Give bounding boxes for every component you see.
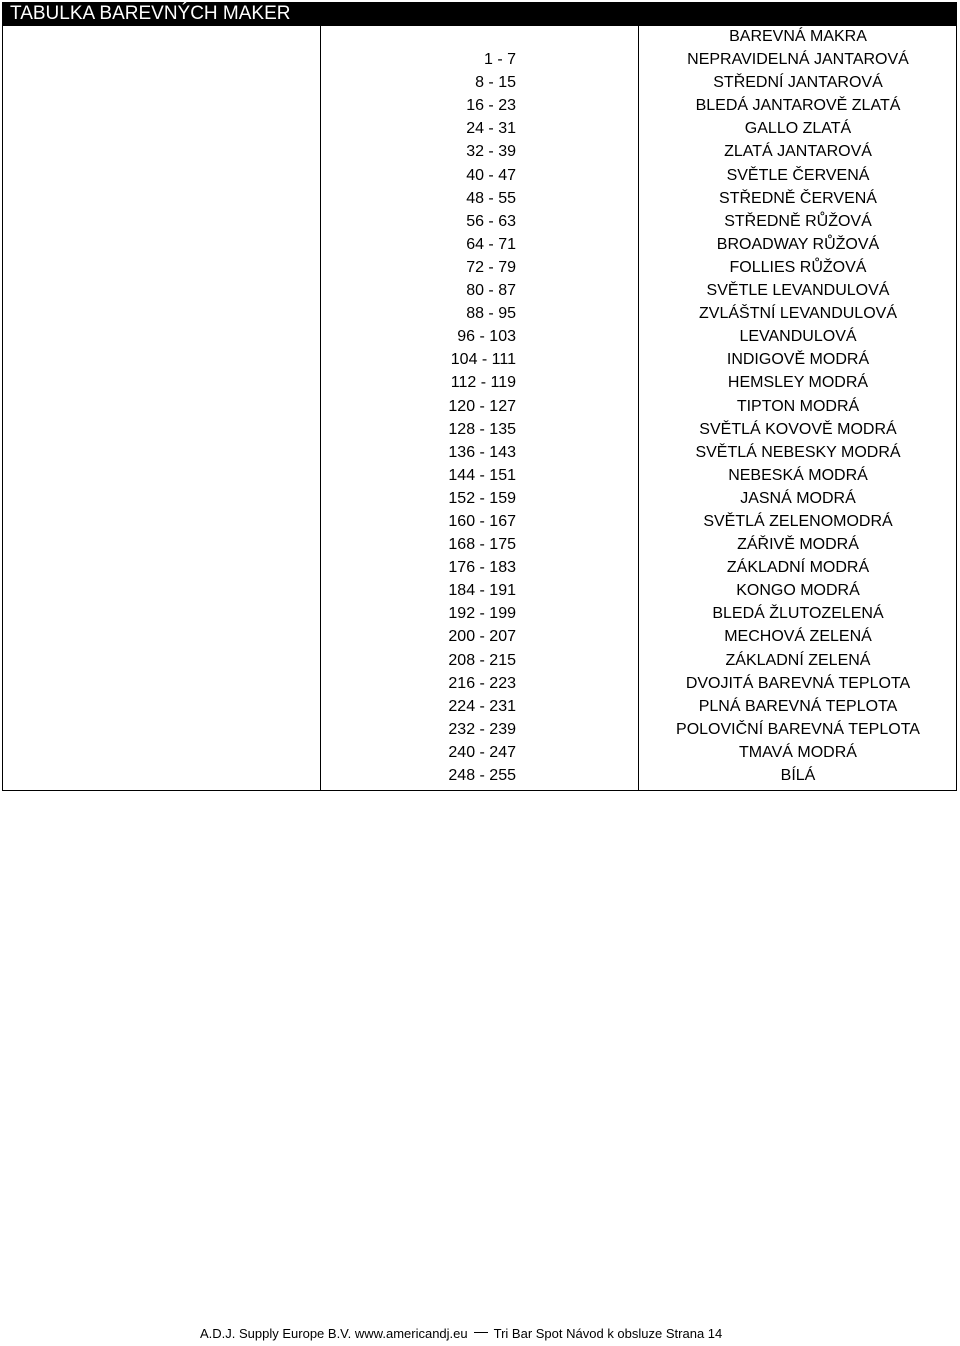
dmx-range-cell: 224 - 231	[448, 697, 516, 715]
dmx-range-cell: 216 - 223	[448, 674, 516, 692]
color-name-cell: INDIGOVĚ MODRÁ	[726, 351, 870, 369]
dmx-range-cell: 136 - 143	[448, 443, 516, 461]
color-name-cell: SVĚTLÁ KOVOVĚ MODRÁ	[699, 420, 897, 438]
color-name-cell: DVOJITÁ BAREVNÁ TEPLOTA	[685, 674, 911, 692]
dmx-range-cell: 88 - 95	[466, 305, 516, 323]
table-row	[0, 348, 960, 371]
dmx-range-cell: 80 - 87	[466, 282, 516, 300]
table-row	[0, 649, 960, 672]
color-name-cell: HEMSLEY MODRÁ	[727, 374, 869, 392]
color-name-cell: POLOVIČNÍ BAREVNÁ TEPLOTA	[676, 720, 920, 738]
table-title-bar	[2, 2, 957, 26]
table-row	[0, 371, 960, 394]
dmx-range-cell: 112 - 119	[450, 374, 516, 392]
dmx-range-cell: 144 - 151	[448, 466, 516, 484]
table-row	[0, 602, 960, 625]
color-name-cell: BLEDÁ ŽLUTOZELENÁ	[712, 605, 884, 623]
table-row	[0, 140, 960, 163]
color-name-cell: FOLLIES RŮŽOVÁ	[729, 258, 867, 276]
color-name-cell: ZLATÁ JANTAROVÁ	[724, 143, 872, 161]
color-name-cell: ZÁŘIVĚ MODRÁ	[737, 536, 859, 554]
color-name-cell: SVĚTLE LEVANDULOVÁ	[706, 282, 890, 300]
dmx-range-cell: 240 - 247	[448, 743, 516, 761]
column-header-color-macros: BAREVNÁ MAKRA	[729, 28, 867, 45]
table-row	[0, 556, 960, 579]
dmx-range-cell: 248 - 255	[448, 767, 516, 784]
footer-company: A.D.J. Supply Europe B.V.	[200, 1326, 352, 1341]
footer-page-number: Strana 14	[665, 1326, 723, 1341]
color-name-cell: SVĚTLÁ ZELENOMODRÁ	[703, 512, 893, 530]
dmx-range-cell: 152 - 159	[448, 489, 516, 507]
color-name-cell: STŘEDNÍ JANTAROVÁ	[713, 74, 883, 92]
table-row	[0, 279, 960, 302]
dmx-range-cell: 120 - 127	[448, 397, 516, 415]
color-name-cell: STŘEDNĚ ČERVENÁ	[719, 189, 877, 207]
color-name-cell: GALLO ZLATÁ	[744, 120, 852, 138]
table-row	[0, 672, 960, 695]
dmx-range-cell: 208 - 215	[448, 651, 516, 669]
dmx-range-cell: 192 - 199	[448, 605, 516, 623]
table-row	[0, 233, 960, 256]
table-row	[0, 464, 960, 487]
table-row	[0, 187, 960, 210]
table-row	[0, 325, 960, 348]
table-row	[0, 695, 960, 718]
table-row	[0, 579, 960, 602]
dmx-range-cell: 40 - 47	[466, 166, 516, 184]
dmx-range-cell: 32 - 39	[466, 143, 516, 161]
table-row	[0, 510, 960, 533]
table-header-row	[0, 25, 960, 48]
table-row	[0, 71, 960, 94]
table-row	[0, 718, 960, 741]
table-row	[0, 441, 960, 464]
dmx-range-cell: 128 - 135	[448, 420, 516, 438]
color-name-cell: BROADWAY RŮŽOVÁ	[716, 235, 880, 253]
table-row	[0, 48, 960, 71]
table-row	[0, 487, 960, 510]
table-rows	[0, 48, 960, 787]
color-name-cell: TIPTON MODRÁ	[736, 397, 860, 415]
dmx-range-cell: 48 - 55	[466, 189, 516, 207]
table-row	[0, 117, 960, 140]
color-name-cell: TMAVÁ MODRÁ	[739, 743, 857, 761]
color-name-cell: NEBESKÁ MODRÁ	[728, 466, 868, 484]
table-row	[0, 94, 960, 117]
table-row	[0, 764, 960, 787]
table-row	[0, 164, 960, 187]
dmx-range-cell: 160 - 167	[448, 512, 516, 530]
dmx-range-cell: 8 - 15	[475, 74, 516, 92]
table-row	[0, 533, 960, 556]
table-row	[0, 741, 960, 764]
color-name-cell: SVĚTLE ČERVENÁ	[726, 166, 870, 184]
dmx-range-cell: 200 - 207	[448, 628, 516, 646]
color-name-cell: NEPRAVIDELNÁ JANTAROVÁ	[687, 51, 909, 69]
table-row	[0, 418, 960, 441]
footer-separator	[474, 1332, 488, 1333]
table-title: TABULKA BAREVNÝCH MAKER	[10, 3, 291, 24]
footer-product: Tri Bar Spot	[493, 1326, 563, 1341]
dmx-range-cell: 96 - 103	[457, 328, 516, 346]
dmx-range-cell: 72 - 79	[466, 258, 516, 276]
color-name-cell: MECHOVÁ ZELENÁ	[724, 628, 872, 646]
table-row	[0, 395, 960, 418]
table-row	[0, 210, 960, 233]
color-name-cell: BLEDÁ JANTAROVĚ ZLATÁ	[695, 97, 901, 115]
footer-manual: Návod k obsluze	[566, 1326, 663, 1341]
dmx-range-cell: 176 - 183	[448, 559, 516, 577]
color-name-cell: ZÁKLADNÍ MODRÁ	[726, 559, 870, 577]
color-name-cell: SVĚTLÁ NEBESKY MODRÁ	[695, 443, 901, 461]
table-body	[0, 25, 960, 787]
dmx-range-cell: 184 - 191	[448, 582, 516, 600]
table-row	[0, 302, 960, 325]
table-row	[0, 625, 960, 648]
color-name-cell: LEVANDULOVÁ	[739, 328, 857, 346]
dmx-range-cell: 64 - 71	[466, 235, 516, 253]
color-name-cell: ZÁKLADNÍ ZELENÁ	[725, 651, 871, 669]
dmx-range-cell: 104 - 111	[450, 351, 516, 369]
color-name-cell: JASNÁ MODRÁ	[740, 489, 856, 507]
color-name-cell: PLNÁ BAREVNÁ TEPLOTA	[698, 697, 898, 715]
dmx-range-cell: 1 - 7	[483, 51, 516, 69]
dmx-range-cell: 168 - 175	[448, 536, 516, 554]
dmx-range-cell: 56 - 63	[466, 212, 516, 230]
dmx-range-cell: 24 - 31	[466, 120, 516, 138]
color-name-cell: ZVLÁŠTNÍ LEVANDULOVÁ	[699, 305, 897, 323]
dmx-range-cell: 232 - 239	[448, 720, 516, 738]
page-footer	[200, 1326, 722, 1341]
footer-website[interactable]: www.americandj.eu	[354, 1326, 468, 1341]
table-row	[0, 256, 960, 279]
dmx-range-cell: 16 - 23	[466, 97, 516, 115]
color-name-cell: BÍLÁ	[780, 767, 816, 784]
color-name-cell: KONGO MODRÁ	[736, 582, 860, 600]
color-name-cell: STŘEDNĚ RŮŽOVÁ	[724, 212, 872, 230]
